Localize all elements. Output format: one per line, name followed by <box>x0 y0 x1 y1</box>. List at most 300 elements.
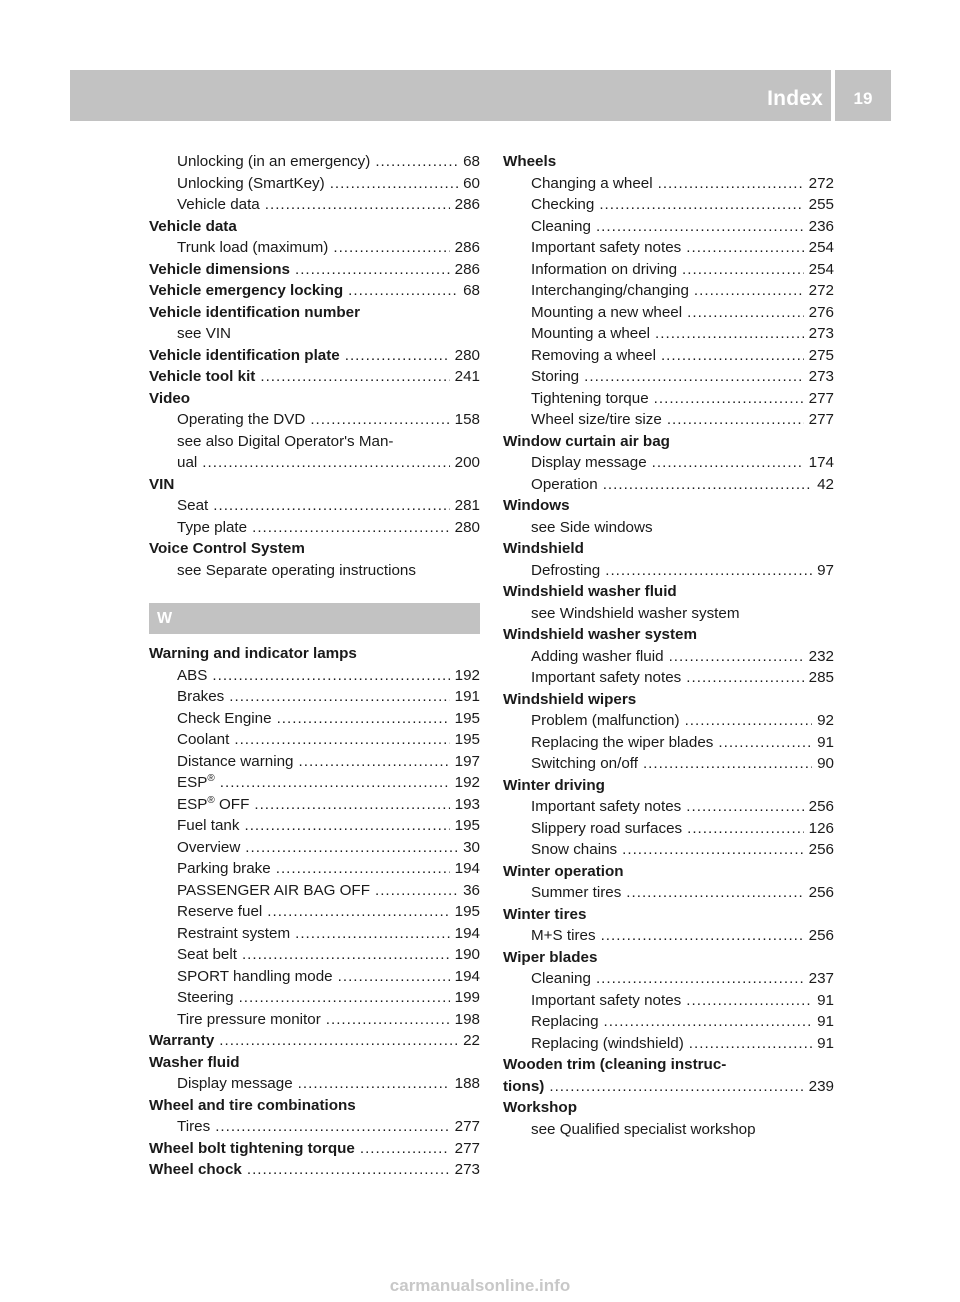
entry-label <box>177 794 249 816</box>
index-entry <box>503 280 834 302</box>
entry-label-text: Changing a wheel <box>531 174 653 192</box>
entry-label-suffix: OFF <box>214 795 250 813</box>
dot-leader <box>299 751 450 773</box>
index-heading <box>149 1095 480 1117</box>
entry-label-text: Windshield washer system <box>503 626 697 643</box>
dot-leader <box>686 667 803 689</box>
index-entry <box>149 517 480 539</box>
entry-label <box>177 431 393 453</box>
entry-label-text: Unlocking (SmartKey) <box>177 174 325 192</box>
dot-leader <box>239 987 450 1009</box>
index-entry <box>149 194 480 216</box>
page-ref: 276 <box>808 303 834 321</box>
dot-leader <box>689 1033 812 1055</box>
page-ref: 91 <box>817 991 834 1009</box>
page-ref: 22 <box>463 1032 480 1049</box>
dot-leader <box>667 409 804 431</box>
index-heading <box>503 861 834 883</box>
page-ref: 91 <box>817 1013 834 1030</box>
entry-label-text: see also Digital Operator's Man- <box>177 432 394 450</box>
entry-label-text: Wheel bolt tightening torque <box>149 1139 355 1157</box>
entry-label <box>177 729 229 751</box>
index-entry <box>149 495 480 517</box>
index-heading <box>503 1054 834 1076</box>
page-ref: 254 <box>808 260 834 278</box>
dot-leader <box>375 151 458 173</box>
entry-label-text: Vehicle data <box>149 217 237 235</box>
entry-label-text: Important safety notes <box>531 798 682 815</box>
index-entry <box>503 345 834 367</box>
entry-label-text: Summer tires <box>531 884 622 901</box>
page-ref: 188 <box>454 1075 480 1092</box>
index-entry <box>149 901 480 923</box>
entry-label-text: ESP <box>177 795 208 813</box>
entry-label-text: Overview <box>177 838 241 856</box>
dot-leader <box>694 280 804 302</box>
entry-label <box>531 818 682 840</box>
entry-label <box>149 1095 356 1117</box>
entry-label-text: Winter tires <box>503 905 587 923</box>
page-ref: 91 <box>817 733 834 751</box>
index-entry <box>149 837 480 859</box>
entry-label-text: Windshield wipers <box>503 690 637 708</box>
index-heading <box>503 517 834 539</box>
entry-label-text: Video <box>149 389 191 407</box>
entry-label-text: Operating the DVD <box>177 411 306 428</box>
index-entry <box>149 966 480 988</box>
index-entry <box>503 990 834 1012</box>
page-ref: 280 <box>454 346 480 364</box>
entry-label <box>149 345 340 367</box>
page-ref: 280 <box>454 518 480 536</box>
entry-label <box>177 751 294 773</box>
entry-label <box>149 302 360 324</box>
index-heading <box>503 538 834 560</box>
dot-leader <box>252 517 450 539</box>
entry-label-text: Wiper blades <box>503 948 598 966</box>
entry-label-text: Operation <box>531 475 598 493</box>
entry-label <box>177 923 290 945</box>
page-ref: 194 <box>454 860 480 877</box>
index-entry <box>503 323 834 345</box>
index-entry <box>503 366 834 388</box>
entry-label-text: Fuel tank <box>177 817 240 834</box>
entry-label-text: Replacing (windshield) <box>531 1034 684 1052</box>
entry-label-text: Wheels <box>503 153 557 170</box>
dot-leader <box>242 944 450 966</box>
entry-label <box>177 686 224 708</box>
entry-label <box>177 665 207 687</box>
index-entry <box>149 751 480 773</box>
dot-leader <box>229 686 449 708</box>
entry-label <box>177 1073 293 1095</box>
entry-label-text: Tightening torque <box>531 389 649 407</box>
index-entry <box>149 923 480 945</box>
page-ref: 60 <box>463 174 480 192</box>
entry-label <box>531 882 621 904</box>
entry-label-text: see Side windows <box>531 518 653 536</box>
entry-label <box>177 772 215 794</box>
page-ref: 195 <box>454 903 480 920</box>
page-ref: 277 <box>808 411 834 428</box>
index-entry <box>503 452 834 474</box>
entry-label <box>177 901 262 923</box>
entry-label <box>149 1159 242 1181</box>
entry-label-text: Unlocking (in an emergency) <box>177 153 371 170</box>
entry-label <box>531 796 681 818</box>
index-entries-w <box>149 643 480 1181</box>
index-heading <box>503 431 834 453</box>
entry-label <box>177 194 260 216</box>
dot-leader <box>338 966 450 988</box>
entry-label <box>503 861 624 883</box>
entry-label <box>149 280 343 302</box>
entry-label <box>531 345 656 367</box>
index-entry <box>149 237 480 259</box>
entry-label <box>177 815 239 837</box>
entry-label <box>177 858 271 880</box>
index-entry <box>149 772 480 794</box>
page-ref: 194 <box>454 967 480 985</box>
index-heading <box>503 1097 834 1119</box>
dot-leader <box>245 837 458 859</box>
entry-label-text: Trunk load (maximum) <box>177 239 329 256</box>
entry-label <box>177 1116 210 1138</box>
index-entry <box>503 710 834 732</box>
entry-label <box>531 216 591 238</box>
page-ref: 277 <box>808 389 834 407</box>
page-ref: 195 <box>454 731 480 748</box>
index-entry <box>503 259 834 281</box>
entry-label <box>149 259 290 281</box>
index-heading <box>149 643 480 665</box>
dot-leader <box>202 452 449 474</box>
entry-label-text: ABS <box>177 666 208 684</box>
page-ref: 90 <box>817 755 834 772</box>
page-ref: 254 <box>808 239 834 256</box>
page-ref: 190 <box>454 946 480 963</box>
index-entry <box>149 858 480 880</box>
index-entry <box>149 452 480 474</box>
entry-label <box>177 237 328 259</box>
entry-label <box>531 839 617 861</box>
entry-label-text: see Separate operating instructions <box>177 561 416 579</box>
index-entry <box>149 665 480 687</box>
dot-leader <box>360 1138 450 1160</box>
entry-label <box>149 366 255 388</box>
index-entry <box>149 366 480 388</box>
index-entries-w-continued <box>503 151 834 1140</box>
index-entry <box>503 667 834 689</box>
entry-label <box>503 431 670 453</box>
entry-label-text: Problem (malfunction) <box>531 712 680 729</box>
entry-label <box>149 1030 214 1052</box>
entry-label <box>531 194 594 216</box>
entry-label <box>177 837 240 859</box>
page-ref: 281 <box>454 497 480 514</box>
entry-label <box>503 624 697 646</box>
dot-leader <box>244 815 449 837</box>
dot-leader <box>603 474 812 496</box>
page-ref: 286 <box>454 196 480 213</box>
entry-label <box>177 151 370 173</box>
entry-label <box>503 538 584 560</box>
entry-label <box>531 366 579 388</box>
dot-leader <box>247 1159 450 1181</box>
dot-leader <box>596 968 804 990</box>
page-ref: 236 <box>808 217 834 235</box>
registered-mark: ® <box>207 794 215 806</box>
section-title: Index <box>767 87 823 110</box>
page-ref: 273 <box>454 1161 480 1178</box>
page-ref: 198 <box>454 1010 480 1028</box>
dot-leader <box>345 345 450 367</box>
entry-label <box>177 944 237 966</box>
dot-leader <box>549 1076 803 1098</box>
index-entry <box>503 560 834 582</box>
dot-leader <box>348 280 458 302</box>
page-ref: 194 <box>454 924 480 942</box>
page-ref: 286 <box>454 260 480 278</box>
page-ref: 277 <box>454 1118 480 1135</box>
entry-label-text: PASSENGER AIR BAG OFF <box>177 881 370 899</box>
dot-leader <box>265 194 450 216</box>
entry-label <box>531 517 653 539</box>
entry-label <box>149 388 190 410</box>
entry-label <box>531 259 677 281</box>
entry-label-text: Window curtain air bag <box>503 432 670 450</box>
entry-label <box>503 1076 544 1098</box>
page-ref: 197 <box>454 752 480 770</box>
index-heading <box>503 581 834 603</box>
dot-leader <box>254 794 449 816</box>
dot-leader <box>686 237 803 259</box>
dot-leader <box>643 753 812 775</box>
entry-label <box>531 237 681 259</box>
index-entry <box>149 259 480 281</box>
entry-label-text: Snow chains <box>531 841 618 858</box>
dot-leader <box>276 858 450 880</box>
entry-label-text: Replacing <box>531 1013 599 1030</box>
index-heading <box>149 538 480 560</box>
entry-label <box>531 173 653 195</box>
entry-label-text: Brakes <box>177 688 225 705</box>
entry-label <box>149 1052 240 1074</box>
dot-leader <box>295 259 450 281</box>
index-entry <box>503 925 834 947</box>
entry-label <box>177 517 247 539</box>
entry-label <box>531 968 591 990</box>
index-heading <box>149 323 480 345</box>
entry-label-text: Windshield washer fluid <box>503 583 677 600</box>
page-ref: 256 <box>808 927 834 944</box>
entry-label-text: ESP <box>177 774 208 791</box>
index-entry <box>503 194 834 216</box>
entry-label <box>531 409 662 431</box>
dot-leader <box>375 880 458 902</box>
dot-leader <box>330 173 458 195</box>
entry-label-text: Warranty <box>149 1032 215 1049</box>
page-ref: 272 <box>808 174 834 192</box>
index-entry <box>503 388 834 410</box>
page-ref: 191 <box>454 688 480 705</box>
dot-leader <box>295 923 450 945</box>
page-ref: 193 <box>454 795 480 813</box>
index-column-left <box>149 151 480 1181</box>
entry-label <box>177 409 305 431</box>
index-heading <box>149 388 480 410</box>
index-entry <box>149 1073 480 1095</box>
entry-label-text: Restraint system <box>177 924 291 942</box>
entry-label <box>503 1097 577 1119</box>
dot-leader <box>687 818 804 840</box>
entry-label <box>177 495 208 517</box>
index-entry <box>149 686 480 708</box>
index-entry <box>149 345 480 367</box>
entry-label <box>531 1033 684 1055</box>
entry-label-text: Workshop <box>503 1099 577 1116</box>
index-entry <box>149 280 480 302</box>
entry-label <box>531 452 647 474</box>
dot-leader <box>267 901 449 923</box>
index-heading <box>149 560 480 582</box>
page-ref: 275 <box>808 346 834 364</box>
entry-label <box>177 708 272 730</box>
index-entry <box>503 753 834 775</box>
dot-leader <box>298 1073 450 1095</box>
entry-label-text: Important safety notes <box>531 991 682 1009</box>
entry-label-text: Switching on/off <box>531 755 638 772</box>
entry-label-text: Winter driving <box>503 776 605 794</box>
page-ref: 255 <box>808 196 834 213</box>
entry-label <box>177 987 234 1009</box>
page-ref: 277 <box>454 1139 480 1157</box>
entry-label <box>531 1011 599 1033</box>
entry-label <box>503 904 586 926</box>
dot-leader <box>652 452 804 474</box>
index-heading <box>503 904 834 926</box>
entry-label-text: Slippery road surfaces <box>531 819 683 837</box>
entry-label-text: Interchanging/changing <box>531 282 689 299</box>
page-ref: 285 <box>808 669 834 686</box>
dot-leader <box>682 259 804 281</box>
dot-leader <box>277 708 450 730</box>
entry-label <box>503 495 570 517</box>
dot-leader <box>605 560 812 582</box>
dot-leader <box>219 1030 458 1052</box>
entry-label <box>531 646 664 668</box>
entry-label-text: Mounting a new wheel <box>531 303 683 321</box>
dot-leader <box>212 665 449 687</box>
entry-label <box>531 388 649 410</box>
entry-label-text: Checking <box>531 196 595 213</box>
entry-label <box>531 753 638 775</box>
page-ref: 232 <box>808 647 834 665</box>
page-ref: 192 <box>454 666 480 684</box>
entry-label-text: Seat <box>177 497 209 514</box>
entry-label-text: ual <box>177 454 198 471</box>
entry-label-text: Vehicle identification plate <box>149 346 340 364</box>
entry-label-text: Distance warning <box>177 752 294 770</box>
index-heading <box>503 151 834 173</box>
page-ref: 68 <box>463 153 480 170</box>
entry-label-text: Defrosting <box>531 561 601 579</box>
index-entry <box>149 729 480 751</box>
index-entry <box>503 1033 834 1055</box>
entry-label-text: Reserve fuel <box>177 903 263 920</box>
index-heading <box>149 1052 480 1074</box>
page-ref: 200 <box>454 454 480 471</box>
page-ref: 286 <box>454 239 480 256</box>
entry-label-text: Coolant <box>177 731 230 748</box>
entry-label-text: Check Engine <box>177 709 272 727</box>
page-ref: 256 <box>808 841 834 858</box>
dot-leader <box>655 323 804 345</box>
dot-leader <box>686 990 812 1012</box>
entry-label <box>177 173 325 195</box>
entry-label-text: Vehicle data <box>177 196 260 213</box>
page-ref: 174 <box>808 454 834 471</box>
page-ref: 273 <box>808 325 834 342</box>
entry-label <box>149 474 174 496</box>
entry-label <box>531 925 596 947</box>
page-ref: 30 <box>463 838 480 856</box>
index-entry <box>149 151 480 173</box>
entry-label-text: see Windshield washer system <box>531 604 740 622</box>
page-ref: 92 <box>817 712 834 729</box>
dot-leader <box>234 729 449 751</box>
entry-label-text: Tire pressure monitor <box>177 1010 321 1028</box>
entry-label-text: Steering <box>177 989 234 1006</box>
entry-label-text: Washer fluid <box>149 1053 240 1071</box>
page-ref: 256 <box>808 798 834 815</box>
index-entry <box>503 409 834 431</box>
dot-leader <box>622 839 804 861</box>
entry-label-text: Wheel and tire combinations <box>149 1096 356 1114</box>
page-ref: 199 <box>454 989 480 1006</box>
index-entry <box>149 409 480 431</box>
dot-leader <box>687 302 804 324</box>
watermark: carmanualsonline.info <box>389 1276 571 1295</box>
index-entry <box>503 732 834 754</box>
entry-label-text: Cleaning <box>531 970 591 987</box>
entry-label <box>177 1009 321 1031</box>
entry-label-text: Important safety notes <box>531 669 682 686</box>
entry-label <box>177 966 333 988</box>
index-heading <box>503 495 834 517</box>
entry-label-text: Removing a wheel <box>531 346 656 364</box>
entry-label-text: Wheel size/tire size <box>531 411 662 428</box>
index-entry <box>149 1159 480 1181</box>
index-entry <box>503 302 834 324</box>
index-entry <box>149 173 480 195</box>
entry-label <box>531 280 689 302</box>
entry-label-text: see VIN <box>177 325 232 342</box>
entry-label-text: Wooden trim (cleaning instruc- <box>503 1056 727 1073</box>
dot-leader <box>718 732 812 754</box>
index-entry <box>149 987 480 1009</box>
entry-label-text: M+S tires <box>531 927 596 944</box>
page-ref: 237 <box>808 970 834 987</box>
index-heading <box>503 947 834 969</box>
index-heading <box>503 624 834 646</box>
entry-label <box>531 302 682 324</box>
index-heading <box>503 689 834 711</box>
index-entry <box>503 796 834 818</box>
page-ref: 195 <box>454 709 480 727</box>
page-header <box>70 70 891 121</box>
dot-leader <box>326 1009 450 1031</box>
